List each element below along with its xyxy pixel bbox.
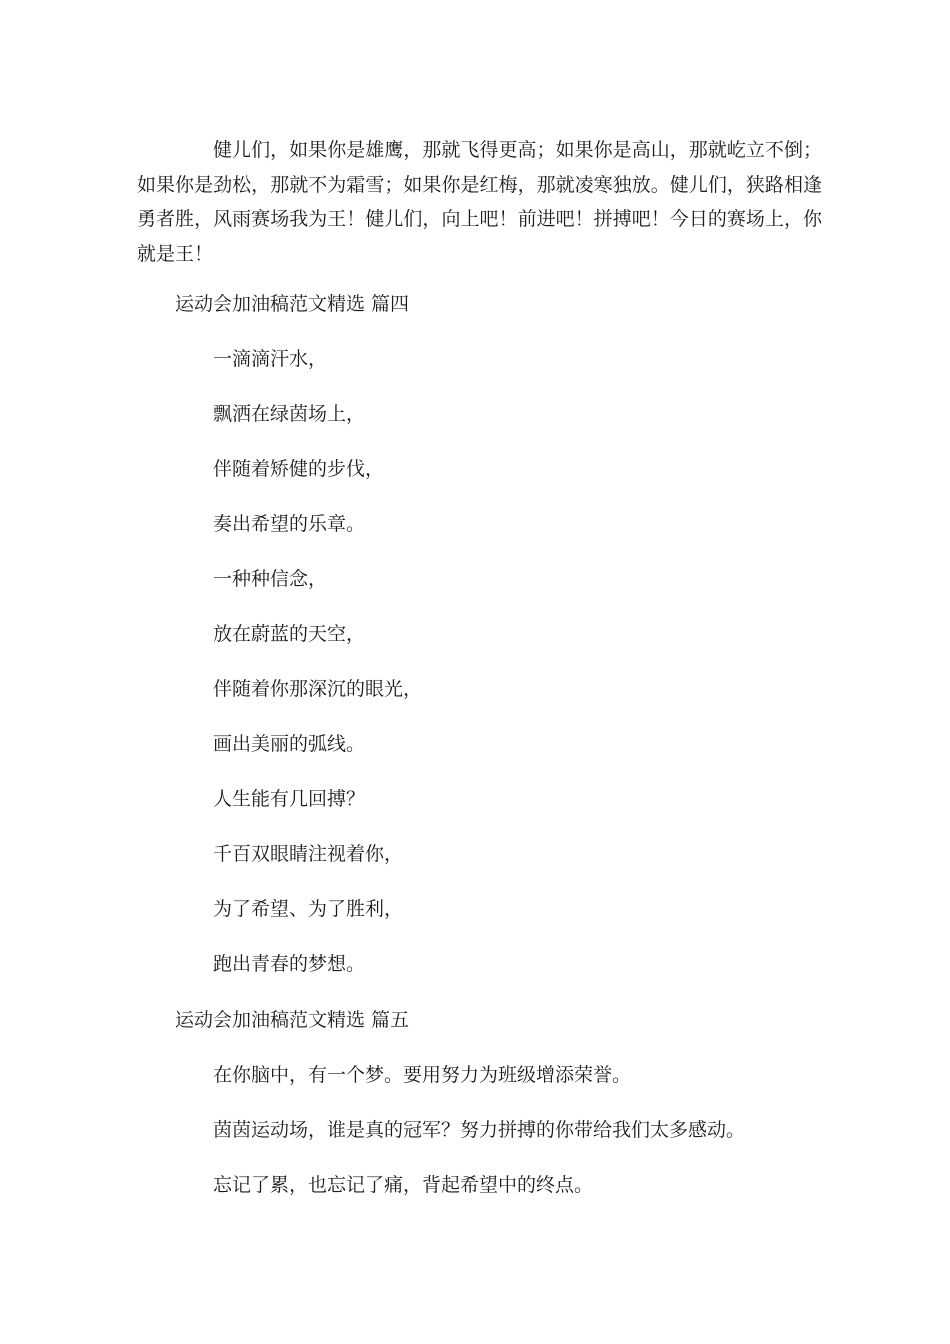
poem-line: 画出美丽的弧线。 [213, 733, 366, 755]
body-line: 忘记了累，也忘记了痛，背起希望中的终点。 [213, 1174, 594, 1196]
poem-line: 千百双眼睛注视着你， [213, 843, 404, 865]
poem-line: 伴随着你那深沉的眼光， [213, 678, 423, 700]
section-5-title: 运动会加油稿范文精选 篇五 [175, 1009, 410, 1031]
section-4-title: 运动会加油稿范文精选 篇四 [175, 293, 410, 315]
body-line: 在你脑中，有一个梦。要用努力为班级增添荣誉。 [213, 1064, 632, 1086]
poem-line: 放在蔚蓝的天空， [213, 623, 366, 645]
poem-line: 奏出希望的乐章。 [213, 513, 366, 535]
poem-line: 一滴滴汗水， [213, 348, 328, 370]
poem-line: 跑出青春的梦想。 [213, 953, 366, 975]
poem-line: 伴随着矫健的步伐， [213, 458, 385, 480]
poem-line: 飘洒在绿茵场上， [213, 403, 366, 425]
poem-line: 人生能有几回搏？ [213, 788, 366, 810]
poem-line: 一种种信念， [213, 568, 328, 590]
poem-line: 为了希望、为了胜利， [213, 898, 404, 920]
body-line: 茵茵运动场，谁是真的冠军？努力拼搏的你带给我们太多感动。 [213, 1119, 746, 1141]
intro-paragraph: 健儿们，如果你是雄鹰，那就飞得更高；如果你是高山，那就屹立不倒；如果你是劲松，那就不为霜雪；如果你是红梅，那就凌寒独放。健儿们，狭路相逢勇者胜，风雨赛场我为王！健儿们，向上吧！前进吧！拼搏吧！今日的赛场上，你就是王！ [137, 139, 822, 265]
